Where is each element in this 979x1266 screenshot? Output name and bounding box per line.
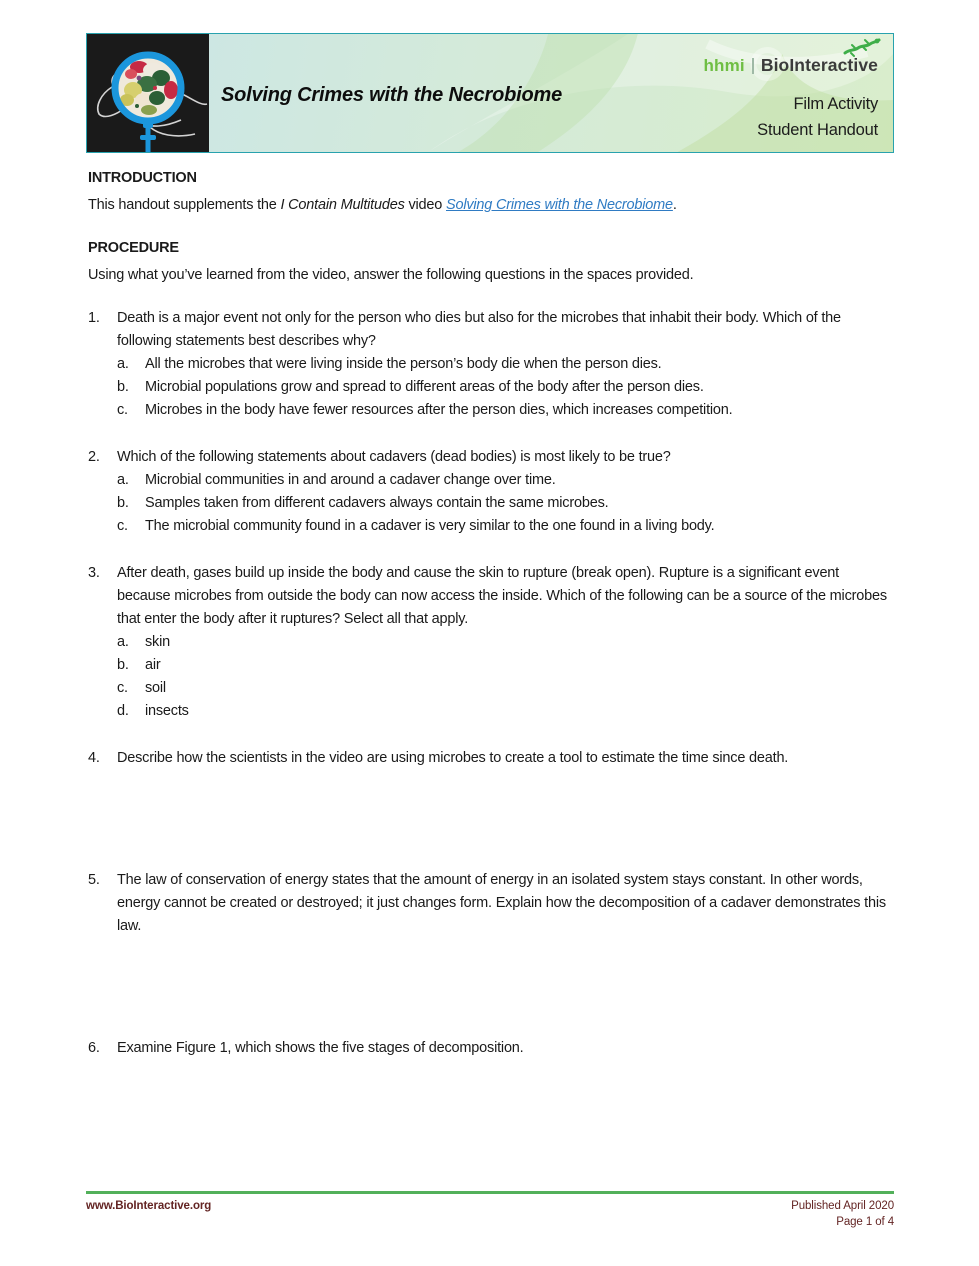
option-letter: c. xyxy=(117,402,128,418)
question-number: 4. xyxy=(88,750,100,766)
question-stem-row xyxy=(88,307,894,353)
questions-list xyxy=(88,307,894,1060)
intro-video-series-title: I Contain Multitudes xyxy=(280,197,405,213)
procedure-section xyxy=(88,237,894,287)
procedure-heading: PROCEDURE xyxy=(88,240,179,256)
answer-option xyxy=(88,399,894,422)
magnifier-crime-scene-illustration xyxy=(87,34,209,152)
option-text: All the microbes that were living inside the person’s body die when the person dies. xyxy=(145,356,662,372)
intro-text-2: video xyxy=(404,197,446,213)
procedure-instructions: Using what you’ve learned from the video, answer the following questions in the spaces provided. xyxy=(88,267,694,283)
intro-text-1: This handout supplements the xyxy=(88,197,281,213)
option-letter: b. xyxy=(117,657,129,673)
question-2 xyxy=(88,446,894,538)
option-letter: a. xyxy=(117,472,129,488)
option-text: Microbial populations grow and spread to different areas of the body after the person dies. xyxy=(145,379,704,395)
question-number: 5. xyxy=(88,872,100,888)
question-6 xyxy=(88,1037,894,1060)
question-number: 6. xyxy=(88,1040,100,1056)
option-text: Microbial communities in and around a cadaver change over time. xyxy=(145,472,556,488)
option-letter: a. xyxy=(117,356,129,372)
answer-space xyxy=(88,938,894,1013)
document-title: Solving Crimes with the Necrobiome xyxy=(221,84,563,106)
option-text: air xyxy=(145,657,161,673)
video-link[interactable]: Solving Crimes with the Necrobiome xyxy=(445,197,673,213)
hhmi-logo-text: hhmi xyxy=(703,56,745,75)
introduction-paragraph xyxy=(88,194,894,217)
question-5 xyxy=(88,869,894,1013)
question-3 xyxy=(88,562,894,723)
option-text: The microbial community found in a cadaver is very similar to the one found in a living body. xyxy=(145,518,715,534)
question-text: Death is a major event not only for the person who dies but also for the microbes that inhabit their body. Which of the following statements best describes why? xyxy=(117,310,841,349)
answer-option xyxy=(88,376,894,399)
question-number: 1. xyxy=(88,310,100,326)
question-4 xyxy=(88,747,894,845)
question-stem-row xyxy=(88,1037,894,1060)
biointeractive-logo-text: BioInteractive xyxy=(760,55,878,75)
question-1 xyxy=(88,307,894,422)
question-text: The law of conservation of energy states that the amount of energy in an isolated system stays constant. In other words, energy cannot be created or destroyed; it just changes form. Explain how the decomposition of a cadaver demonstrates this law. xyxy=(117,872,886,934)
answer-option xyxy=(88,677,894,700)
answer-option xyxy=(88,353,894,376)
question-stem-row xyxy=(88,869,894,938)
option-letter: c. xyxy=(117,518,128,534)
option-letter: a. xyxy=(117,634,129,650)
brand-logo xyxy=(703,55,878,76)
question-text: After death, gases build up inside the body and cause the skin to rupture (break open). Rupture is a significant event because microbes from outside the body can now access the inside. Which of the following can be a source of the microbes that enter the body after it ruptures? Select all that apply. xyxy=(117,565,887,627)
option-text: soil xyxy=(145,680,166,696)
answer-option xyxy=(88,492,894,515)
document-body xyxy=(88,167,894,1084)
footer-website: www.BioInteractive.org xyxy=(86,1200,212,1212)
question-stem-row xyxy=(88,747,894,770)
question-text: Which of the following statements about cadavers (dead bodies) is most likely to be true? xyxy=(117,449,671,465)
document-subtitle xyxy=(757,91,878,143)
banner-gradient-area xyxy=(209,34,893,152)
question-number: 2. xyxy=(88,449,100,465)
option-text: insects xyxy=(145,703,189,719)
question-number: 3. xyxy=(88,565,100,581)
option-letter: b. xyxy=(117,495,129,511)
handout-type-label: Student Handout xyxy=(757,121,878,139)
answer-option xyxy=(88,631,894,654)
answer-option xyxy=(88,515,894,538)
footer-published-date: Published April 2020 xyxy=(791,1200,894,1212)
question-text: Examine Figure 1, which shows the five stages of decomposition. xyxy=(117,1040,524,1056)
question-stem-row xyxy=(88,562,894,631)
option-text: skin xyxy=(145,634,170,650)
page-footer xyxy=(86,1191,894,1230)
option-text: Microbes in the body have fewer resources after the person dies, which increases competition. xyxy=(145,402,733,418)
intro-text-3: . xyxy=(672,197,677,213)
answer-space xyxy=(88,770,894,845)
footer-publication-info xyxy=(791,1198,894,1230)
answer-option xyxy=(88,700,894,723)
brand-separator xyxy=(752,58,754,74)
gecko-icon xyxy=(841,37,881,57)
crime-scene-image xyxy=(87,34,209,152)
option-letter: d. xyxy=(117,703,129,719)
introduction-heading: INTRODUCTION xyxy=(88,170,197,186)
question-text: Describe how the scientists in the video are using microbes to create a tool to estimate the time since death. xyxy=(117,750,789,766)
header-banner xyxy=(86,33,894,153)
option-text: Samples taken from different cadavers always contain the same microbes. xyxy=(145,495,609,511)
option-letter: b. xyxy=(117,379,129,395)
footer-page-number: Page 1 of 4 xyxy=(836,1216,894,1228)
answer-option xyxy=(88,469,894,492)
introduction-section xyxy=(88,167,894,217)
answer-option xyxy=(88,654,894,677)
option-letter: c. xyxy=(117,680,128,696)
activity-type-label: Film Activity xyxy=(793,95,878,113)
question-stem-row xyxy=(88,446,894,469)
